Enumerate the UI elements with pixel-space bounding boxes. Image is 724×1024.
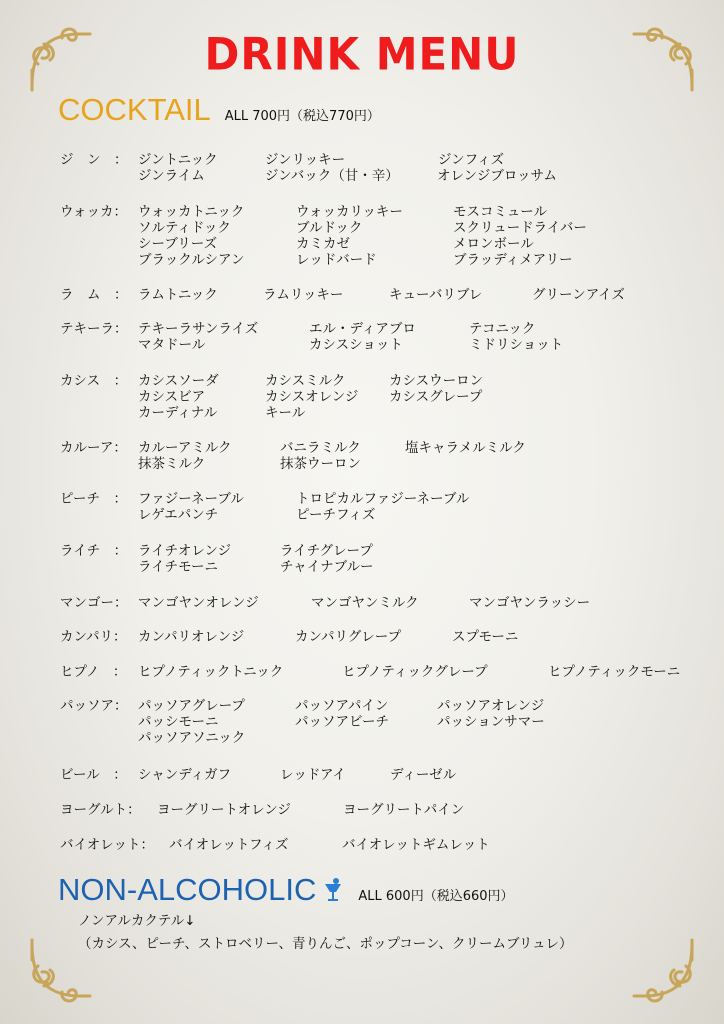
drink-item: テコニック bbox=[469, 321, 536, 337]
drink-item: マタドール bbox=[138, 337, 206, 353]
drink-item: ライチオレンジ bbox=[138, 543, 232, 559]
drink-item: ヒプノティックモーニ bbox=[548, 664, 681, 680]
category-label: カンパリ： bbox=[60, 629, 127, 645]
drink-item: グリーンアイズ bbox=[532, 287, 625, 303]
drink-item: キール bbox=[265, 405, 306, 421]
drink-item: ジンリッキー bbox=[265, 152, 346, 168]
drink-item: カシスビア bbox=[138, 389, 206, 405]
drink-item: キューバリブレ bbox=[389, 287, 483, 303]
category-label: テキーラ： bbox=[60, 321, 128, 337]
drink-item: カーディナル bbox=[138, 405, 218, 421]
category-label: ピーチ ： bbox=[60, 491, 127, 507]
nonalcoholic-flavors: （カシス、ピーチ、ストロベリー、青りんご、ポップコーン、クリームブリュレ） bbox=[78, 936, 573, 952]
drink-item: マンゴヤンオレンジ bbox=[138, 595, 259, 611]
category-label: ビール ： bbox=[60, 767, 127, 783]
drink-item: ヒプノティックグレープ bbox=[342, 664, 488, 680]
drink-item: 抹茶ミルク bbox=[138, 456, 206, 472]
drink-item: ラムリッキー bbox=[263, 287, 344, 303]
cocktail-header bbox=[58, 92, 380, 128]
drink-item: レッドアイ bbox=[280, 767, 346, 783]
drink-item: ディーゼル bbox=[390, 767, 457, 783]
drink-item: ヨーグリートオレンジ bbox=[157, 802, 291, 818]
drink-item: カシスショット bbox=[309, 337, 403, 353]
drink-item: ウォッカリッキー bbox=[296, 204, 403, 220]
drink-item: マンゴヤンミルク bbox=[311, 595, 419, 611]
drink-item: バイオレットフィズ bbox=[169, 837, 289, 853]
drink-item: パッションサマー bbox=[437, 714, 545, 730]
drink-item: パッソアオレンジ bbox=[437, 698, 545, 714]
drink-item: パッシモーニ bbox=[138, 714, 219, 730]
drink-item: オレンジブロッサム bbox=[437, 168, 557, 184]
category-label: カルーア： bbox=[60, 440, 127, 456]
drink-item: カシスオレンジ bbox=[265, 389, 359, 405]
drink-item: ピーチフィズ bbox=[296, 507, 376, 523]
drink-item: エル・ディアブロ bbox=[309, 321, 416, 337]
menu-title: DRINK MENU bbox=[204, 28, 520, 81]
category-label: ラ ム ： bbox=[60, 287, 128, 303]
drink-item: ヒプノティックトニック bbox=[138, 664, 284, 680]
drink-item: 塩キャラメルミルク bbox=[405, 440, 526, 456]
drink-item: ブルドック bbox=[296, 220, 363, 236]
drink-item: カシスソーダ bbox=[138, 373, 219, 389]
drink-item: ヨーグリートパイン bbox=[343, 802, 465, 818]
nonalcoholic-header bbox=[58, 872, 514, 908]
drink-item: ウォッカトニック bbox=[138, 204, 245, 220]
category-label: パッソア： bbox=[60, 698, 128, 714]
drink-item: シャンディガフ bbox=[138, 767, 232, 783]
drink-item: ブラックルシアン bbox=[138, 252, 245, 268]
drink-item: レゲエパンチ bbox=[138, 507, 219, 523]
category-label: ジ ン ： bbox=[60, 152, 128, 168]
drink-item: カンパリグレープ bbox=[295, 629, 402, 645]
drink-item: テキーラサンライズ bbox=[138, 321, 259, 337]
category-label: ヒプノ ： bbox=[60, 664, 127, 680]
drink-item: ジンフィズ bbox=[438, 152, 505, 168]
drink-item: ジントニック bbox=[138, 152, 218, 168]
ornament-bottom-right-icon bbox=[630, 936, 700, 1006]
drink-item: バイオレットギムレット bbox=[342, 837, 490, 853]
category-label: バイオレット： bbox=[60, 837, 154, 853]
drink-item: カンパリオレンジ bbox=[138, 629, 245, 645]
category-label: ウォッカ： bbox=[60, 204, 127, 220]
drink-item: カシスウーロン bbox=[389, 373, 484, 389]
drink-item: ラムトニック bbox=[138, 287, 218, 303]
category-label: ヨーグルト： bbox=[60, 802, 141, 818]
drink-item: チャイナブルー bbox=[280, 559, 374, 575]
category-label: マンゴー： bbox=[60, 595, 128, 611]
drink-item: ミドリショット bbox=[469, 337, 564, 353]
drink-item: ライチモーニ bbox=[138, 559, 219, 575]
drink-item: ファジーネーブル bbox=[138, 491, 244, 507]
drink-item: ジンライム bbox=[138, 168, 205, 184]
drink-item: バニラミルク bbox=[280, 440, 361, 456]
nonalcoholic-heading: NON-ALCOHOLIC bbox=[58, 872, 317, 907]
drink-item: メロンボール bbox=[453, 236, 534, 252]
cocktail-heading: COCKTAIL bbox=[58, 92, 211, 127]
cocktail-price: ALL 700円（税込770円） bbox=[224, 109, 380, 124]
drink-item: ジンバック（甘・辛） bbox=[265, 168, 399, 184]
drink-item: カミカゼ bbox=[296, 236, 350, 252]
drink-item: 抹茶ウーロン bbox=[280, 456, 361, 472]
drink-item: カシスミルク bbox=[265, 373, 346, 389]
drink-item: カシスグレープ bbox=[389, 389, 483, 405]
drink-item: モスコミュール bbox=[453, 204, 547, 220]
drink-item: ライチグレープ bbox=[280, 543, 373, 559]
drink-item: パッソアパイン bbox=[295, 698, 389, 714]
drink-item: トロピカルファジーネーブル bbox=[296, 491, 470, 507]
drink-item: スプモーニ bbox=[452, 629, 519, 645]
drink-item: パッソアグレープ bbox=[138, 698, 245, 714]
drink-item: ソルティドック bbox=[138, 220, 231, 236]
category-label: カシス ： bbox=[60, 373, 128, 389]
drink-item: マンゴヤンラッシー bbox=[469, 595, 591, 611]
drink-item: レッドバード bbox=[296, 252, 377, 268]
drink-item: カルーアミルク bbox=[138, 440, 232, 456]
drink-item: シーブリーズ bbox=[138, 236, 218, 252]
nonalcoholic-price: ALL 600円（税込660円） bbox=[358, 889, 514, 904]
nonalcoholic-description: ノンアルカクテル↓ bbox=[78, 913, 196, 929]
drink-item: パッソアビーチ bbox=[295, 714, 389, 730]
drink-item: パッソアソニック bbox=[138, 730, 246, 746]
drink-item: ブラッディメアリー bbox=[453, 252, 573, 268]
category-label: ライチ ： bbox=[60, 543, 128, 559]
cocktail-glass-icon bbox=[322, 877, 344, 903]
drink-item: スクリュードライバー bbox=[453, 220, 587, 236]
